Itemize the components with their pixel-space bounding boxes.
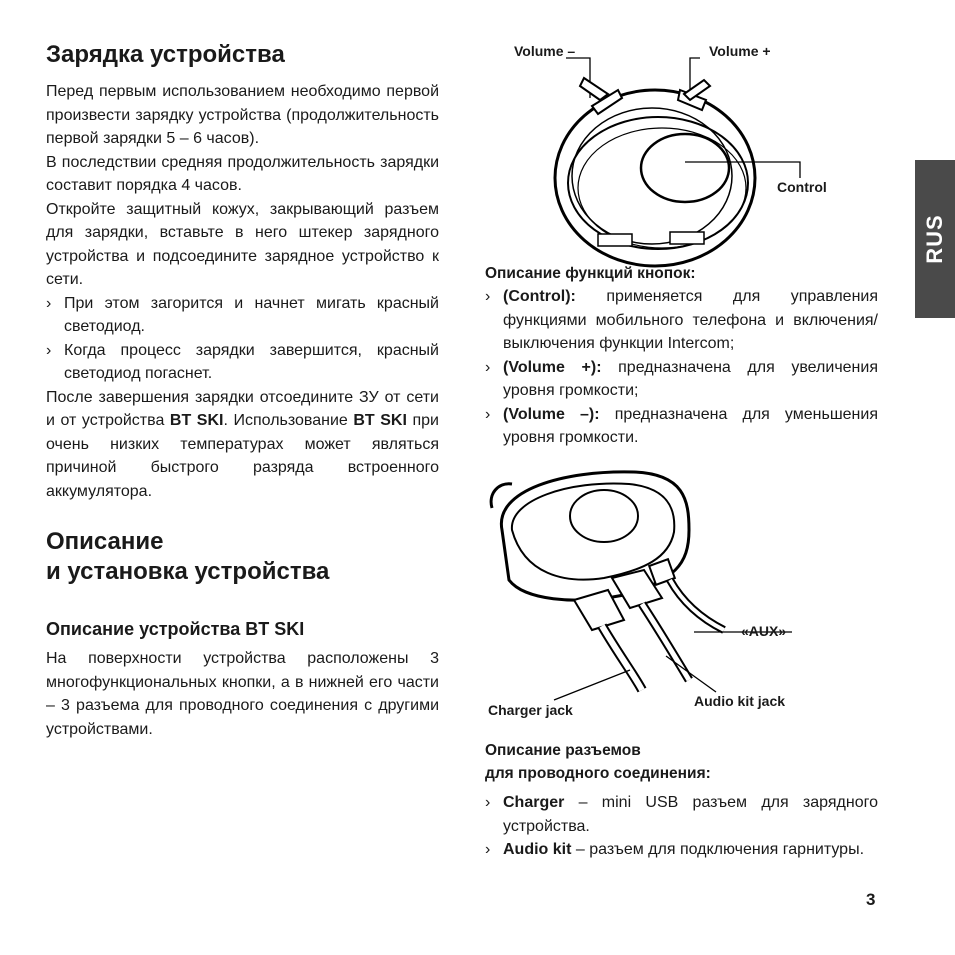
charging-paragraph-3: Откройте защитный кожух, закрывающий разъем для зарядки, вставьте в него штекер зарядного устройства и подсоедините зарядное устройство к сети. <box>46 200 439 288</box>
control-label: Control <box>777 179 827 195</box>
device-description-paragraph: На поверхности устройства расположены 3 многофункциональных кнопки, а в нижней его части – 3 разъема для проводного соединения с другими устройствами. <box>46 650 439 738</box>
connector-description: – mini USB разъем для зарядного устройства. <box>503 794 878 835</box>
volume-plus-label: Volume + <box>709 43 771 59</box>
buttons-title: Описание функций кнопок: <box>485 265 696 282</box>
list-item <box>485 791 878 838</box>
charging-paragraph-2: В последствии средняя продолжительность зарядки составит порядка 4 часов. <box>46 153 439 194</box>
audio-kit-jack-label: Audio kit jack <box>694 693 786 709</box>
volume-minus-label: Volume – <box>514 43 576 59</box>
button-description: применяется для управления функциями мобильного телефона и включения/выключения функции Intercom; <box>503 288 878 352</box>
list-item: › При этом загорится и начнет мигать красный светодиод. <box>46 292 439 339</box>
charging-bullets <box>46 292 439 386</box>
connectors-description <box>485 739 878 862</box>
text-run: После завершения зарядки отсоедините ЗУ от сети и от устройства <box>46 388 439 429</box>
buttons-list <box>485 285 878 450</box>
connectors-list <box>485 791 878 862</box>
connectors-title <box>485 739 878 785</box>
list-item <box>485 356 878 403</box>
button-description: предназначена для увеличения уровня громкости; <box>503 358 878 399</box>
device-description-subtitle: Описание устройства BT SKI <box>46 619 305 639</box>
button-name: (Volume +): <box>503 358 602 376</box>
charging-paragraph-1: Перед первым использованием необходимо первой произвести зарядку устройства (продолжительность первой зарядки 5 – 6 часов). <box>46 83 439 147</box>
list-item: › Когда процесс зарядки завершится, красный светодиод погаснет. <box>46 339 439 386</box>
language-tab-label: RUS <box>922 214 947 264</box>
charging-title: Зарядка устройства <box>46 41 285 68</box>
charger-jack-label: Charger jack <box>488 702 573 718</box>
connector-description: – разъем для подключения гарнитуры. <box>571 841 865 858</box>
list-item <box>485 838 878 862</box>
connectors-title-line-1: Описание разъемов <box>485 742 641 759</box>
list-item <box>485 403 878 450</box>
product-name: BT SKI <box>353 412 407 429</box>
language-tab <box>915 160 955 318</box>
install-title-line-1: Описание <box>46 528 164 555</box>
page-number: 3 <box>866 890 876 909</box>
aux-label: «AUX» <box>741 623 787 639</box>
product-name: BT SKI <box>169 412 224 429</box>
charging-paragraph-4 <box>46 386 439 504</box>
connector-name: Audio kit <box>503 841 572 858</box>
text-run: при очень низких температурах может являться причиной быстрого разряда встроенного аккумулятора. <box>46 412 439 500</box>
text-run: . Использование <box>223 412 354 429</box>
button-description: предназначена для уменьшения уровня громкости. <box>503 405 878 446</box>
device-top-diagram <box>480 38 900 268</box>
left-column <box>46 40 439 741</box>
buttons-description <box>485 262 878 450</box>
connector-name: Charger <box>503 794 565 811</box>
button-name: (Volume –): <box>503 405 600 423</box>
connectors-title-line-2: для проводного соединения: <box>485 765 711 782</box>
list-item <box>485 285 878 356</box>
install-title-line-2: и установка устройства <box>46 558 330 585</box>
button-name: (Control): <box>503 288 576 305</box>
install-title <box>46 527 439 587</box>
connectors-diagram <box>484 470 814 710</box>
